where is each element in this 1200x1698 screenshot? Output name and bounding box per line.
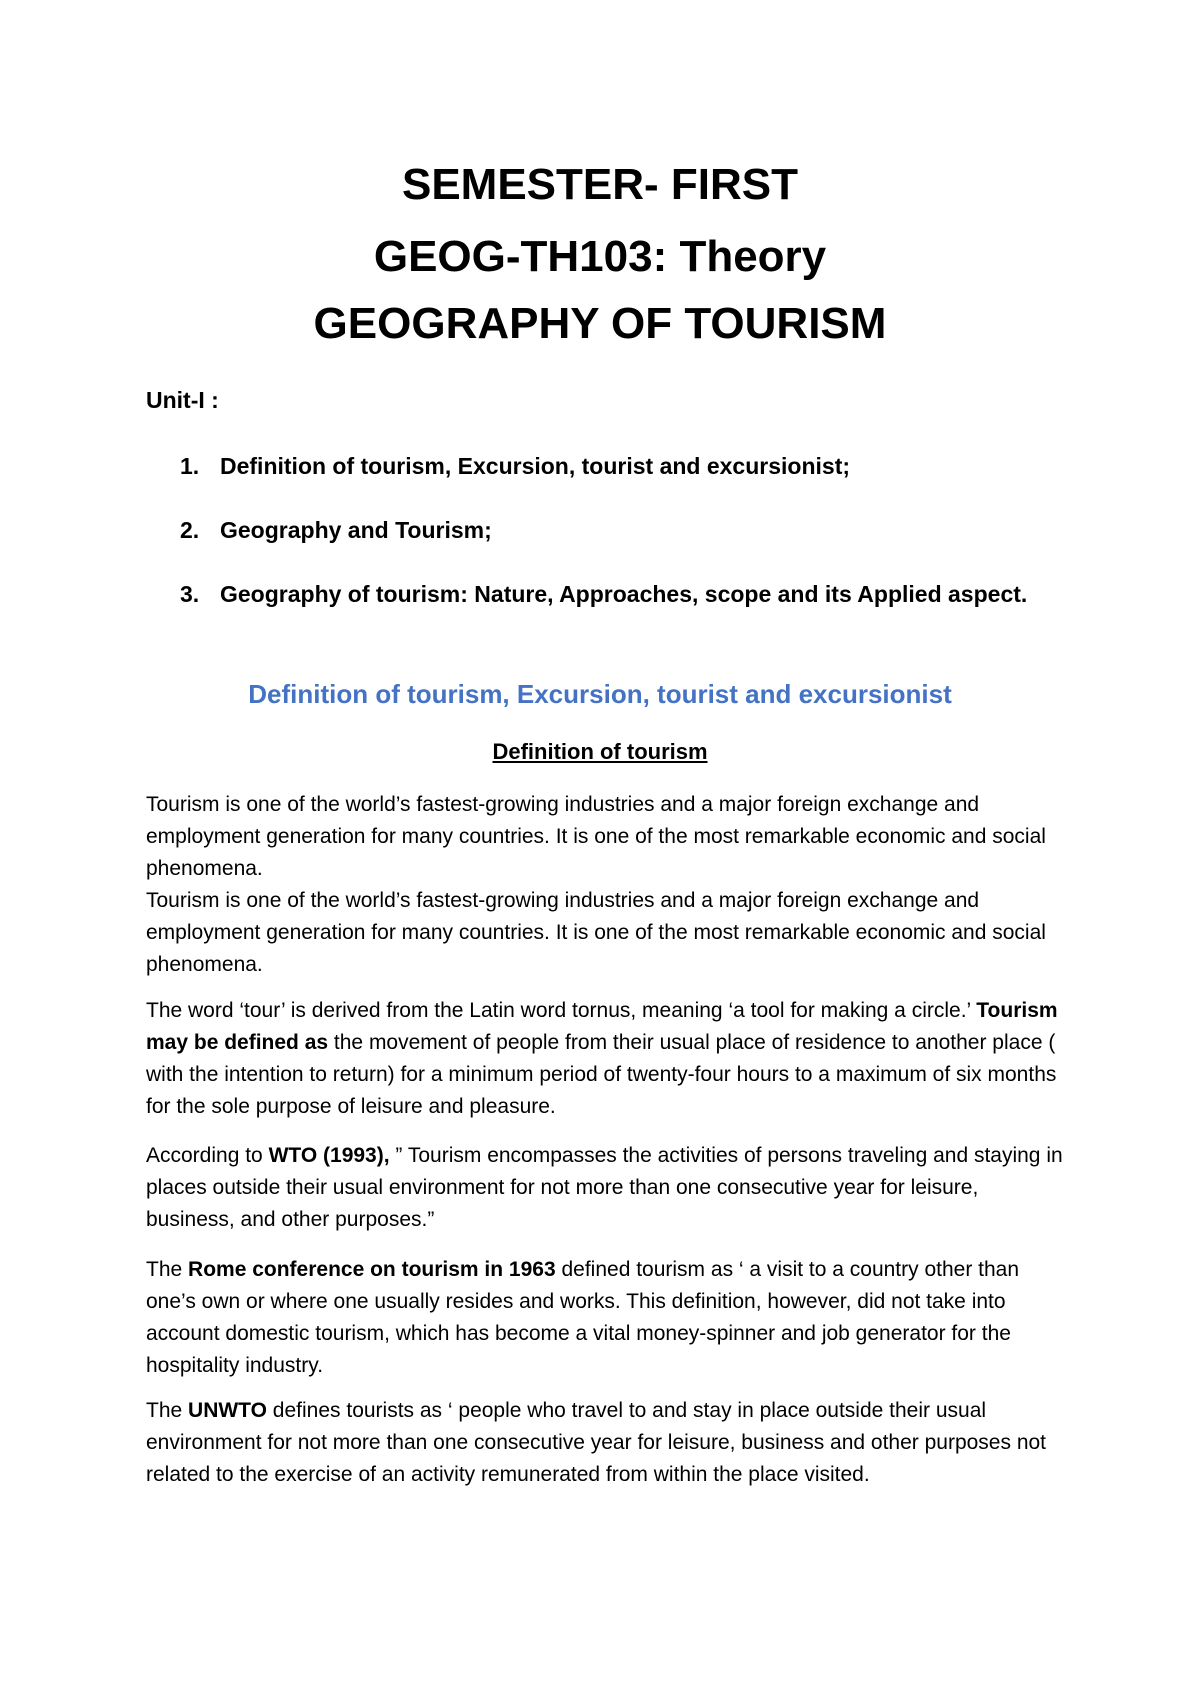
paragraph-rome-conference (146, 1254, 1066, 1382)
outline-item-text: Geography and Tourism; (220, 517, 492, 543)
paragraph-intro: Tourism is one of the world’s fastest-growing industries and a major foreign exchange and employment generation for many countries. It is one of the most remarkable economic and social phenomena. (146, 793, 1046, 880)
paragraph-unwto-definition (146, 1395, 1066, 1491)
paragraph-text: the movement of people from their usual place of residence to another place ( with the intention to return) for a minimum period of twenty-four hours to a maximum of six months for the sole purpose of leisure and pleasure. (146, 1031, 1057, 1118)
outline-item-text: Definition of tourism, Excursion, tourist and excursionist; (220, 453, 851, 479)
course-code-title: GEOG-TH103: Theory (373, 232, 827, 281)
paragraph-intro-repeat: Tourism is one of the world’s fastest-growing industries and a major foreign exchange and employment generation for many countries. It is one of the most remarkable economic and social phenomena. (146, 889, 1046, 976)
outline-item-number: 1. (180, 453, 200, 479)
section-heading: Definition of tourism, Excursion, tourist and excursionist (248, 679, 952, 709)
paragraph-text: The (146, 1399, 189, 1422)
outline-item (146, 574, 1086, 614)
bold-phrase: Tourism may be defined as (146, 999, 1058, 1054)
paragraph-text: defines tourists as ‘ people who travel to and stay in place outside their usual environment for not more than one consecutive year for leisure, business and other purposes not related to the exercise of an activity remunerated from within the place visited. (146, 1399, 1047, 1486)
paragraph-word-origin (146, 995, 1066, 1123)
unit-outline-list (146, 446, 1086, 614)
bold-phrase: WTO (1993), (268, 1144, 390, 1167)
unit-label: Unit-I : (146, 387, 219, 413)
paragraph-text: The (146, 1258, 189, 1281)
bold-phrase: Rome conference on tourism in 1963 (188, 1258, 556, 1281)
paragraph-text: According to (146, 1144, 269, 1167)
outline-item-number: 3. (180, 581, 200, 607)
paragraph-wto-definition (146, 1140, 1066, 1236)
outline-item (146, 446, 1086, 486)
bold-phrase: UNWTO (188, 1399, 267, 1422)
paragraph-text: defined tourism as ‘ a visit to a country other than one’s own or where one usually resides and works. This definition, however, did not take into account domestic tourism, which has become a vital money-spinner and job generator for the hospitality industry. (146, 1258, 1020, 1377)
outline-item-text: Geography of tourism: Nature, Approaches, scope and its Applied aspect. (220, 581, 1028, 607)
paragraph-text: ” Tourism encompasses the activities of persons traveling and staying in places outside their usual environment for not more than one consecutive year for leisure, business, and other purposes.” (146, 1144, 1063, 1231)
outline-item-number: 2. (180, 517, 200, 543)
outline-item (146, 510, 1086, 550)
semester-title: SEMESTER- FIRST (401, 160, 799, 209)
paragraph-text: The word ‘tour’ is derived from the Latin word tornus, meaning ‘a tool for making a circle.’ (146, 999, 977, 1022)
course-title: GEOGRAPHY OF TOURISM (313, 299, 887, 348)
section-subheading: Definition of tourism (492, 739, 708, 764)
